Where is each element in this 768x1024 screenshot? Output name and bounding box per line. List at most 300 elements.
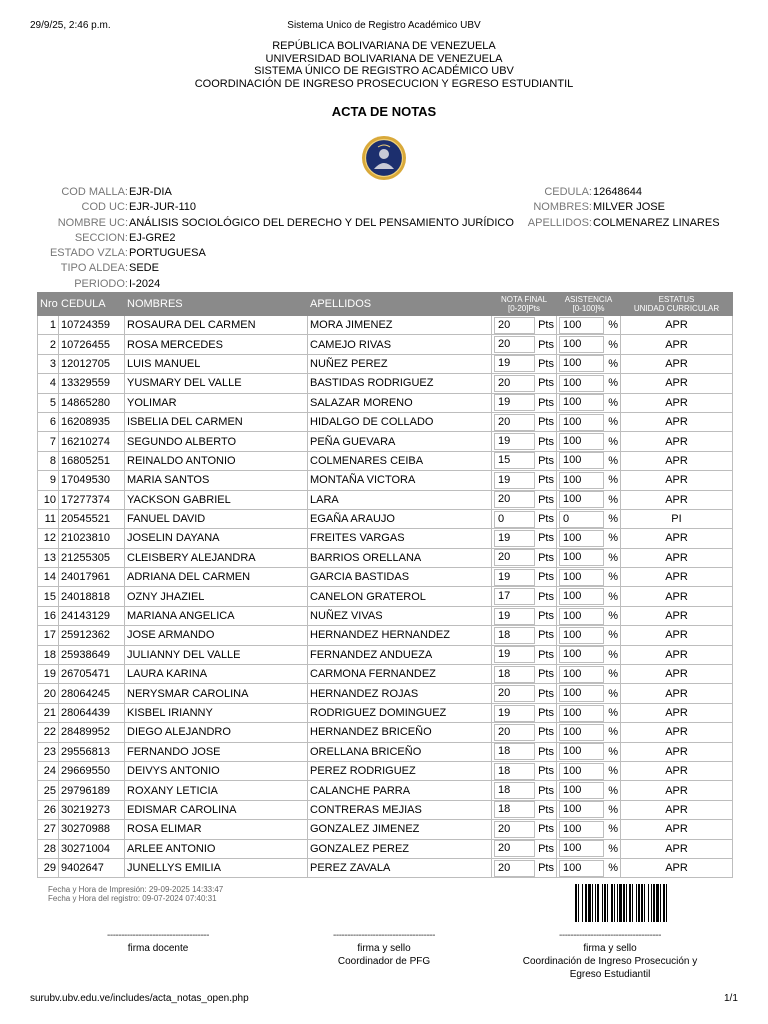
col-header-estatus-line1: ESTATUS [658, 295, 695, 304]
pts-unit: Pts [538, 571, 554, 584]
cell-nota [492, 412, 557, 431]
cell-cedula: 26705471 [59, 665, 125, 684]
cell-asistencia [557, 626, 621, 645]
cell-nombres: SEGUNDO ALBERTO [125, 432, 308, 451]
cell-nombres: ROSA MERCEDES [125, 335, 308, 354]
asistencia-field: 100 [559, 452, 604, 469]
pts-unit: Pts [538, 338, 554, 351]
asistencia-field: 100 [559, 627, 604, 644]
cell-apellidos: PEÑA GUEVARA [308, 432, 492, 451]
cell-apellidos: CONTRERAS MEJIAS [308, 800, 492, 819]
cell-nro: 12 [38, 529, 59, 548]
asistencia-field: 100 [559, 433, 604, 450]
cell-asistencia [557, 316, 621, 335]
col-header-estatus-line2: UNIDAD CURRICULAR [633, 304, 720, 313]
cell-nombres: ROXANY LETICIA [125, 781, 308, 800]
course-info-value: PORTUGUESA [129, 247, 206, 260]
table-row [38, 587, 733, 606]
teacher-info-row [500, 200, 720, 215]
asistencia-field: 100 [559, 724, 604, 741]
cell-estatus: APR [621, 335, 733, 354]
nota-field: 19 [494, 394, 535, 411]
pts-unit: Pts [538, 784, 554, 797]
cell-apellidos: GONZALEZ PEREZ [308, 839, 492, 858]
nota-field: 20 [494, 491, 535, 508]
asistencia-field: 100 [559, 801, 604, 818]
cell-asistencia [557, 354, 621, 373]
signature-label: firma y sello [357, 943, 411, 954]
institution-line: UNIVERSIDAD BOLIVARIANA DE VENEZUELA [265, 52, 503, 65]
asistencia-field: 100 [559, 666, 604, 683]
table-row [38, 820, 733, 839]
pts-unit: Pts [538, 532, 554, 545]
cell-nota [492, 529, 557, 548]
cell-nota [492, 471, 557, 490]
signature-label: firma y sello [583, 943, 637, 954]
asistencia-field: 100 [559, 685, 604, 702]
cell-cedula: 10724359 [59, 316, 125, 335]
browser-page-title: Sistema Unico de Registro Académico UBV [287, 20, 481, 31]
cell-nota [492, 839, 557, 858]
pct-unit: % [608, 687, 618, 700]
cell-cedula: 17277374 [59, 490, 125, 509]
nota-field: 20 [494, 414, 535, 431]
cell-nombres: JOSELIN DAYANA [125, 529, 308, 548]
cell-asistencia [557, 684, 621, 703]
cell-nota [492, 684, 557, 703]
cell-nombres: CLEISBERY ALEJANDRA [125, 548, 308, 567]
pts-unit: Pts [538, 707, 554, 719]
cell-cedula: 28489952 [59, 723, 125, 742]
cell-apellidos: GONZALEZ JIMENEZ [308, 820, 492, 839]
course-info-label: SECCION: [74, 231, 128, 244]
table-row [38, 606, 733, 625]
cell-nota [492, 393, 557, 412]
cell-nombres: DIEGO ALEJANDRO [125, 723, 308, 742]
institution-line: REPÚBLICA BOLIVARIANA DE VENEZUELA [272, 40, 496, 52]
cell-nro: 8 [38, 451, 59, 470]
pct-unit: % [608, 745, 618, 758]
cell-nro: 20 [38, 684, 59, 703]
col-header-nombres: NOMBRES [125, 293, 308, 316]
institution-line: COORDINACIÓN DE INGRESO PROSECUCION Y EGRESO ESTUDIANTIL [194, 77, 574, 90]
nota-field: 19 [494, 608, 535, 625]
cell-asistencia [557, 412, 621, 431]
cell-cedula: 21023810 [59, 529, 125, 548]
cell-estatus: APR [621, 568, 733, 587]
col-header-nota [492, 293, 557, 316]
cell-nro: 25 [38, 781, 59, 800]
cell-estatus: APR [621, 490, 733, 509]
cell-estatus: APR [621, 316, 733, 335]
cell-nro: 29 [38, 858, 59, 877]
pts-unit: Pts [538, 842, 554, 855]
pct-unit: % [608, 474, 618, 487]
cell-asistencia [557, 858, 621, 877]
cell-nombres: EDISMAR CAROLINA [125, 800, 308, 819]
cell-estatus: APR [621, 800, 733, 819]
cell-apellidos: ORELLANA BRICEÑO [308, 742, 492, 761]
cell-nombres: MARIANA ANGELICA [125, 606, 308, 625]
pct-unit: % [608, 493, 618, 506]
cell-nombres: ARLEE ANTONIO [125, 839, 308, 858]
cell-estatus: APR [621, 839, 733, 858]
pts-unit: Pts [538, 493, 554, 506]
asistencia-field: 100 [559, 608, 604, 625]
cell-nombres: YUSMARY DEL VALLE [125, 374, 308, 393]
pts-unit: Pts [538, 726, 554, 739]
pct-unit: % [608, 629, 618, 642]
cell-nota [492, 568, 557, 587]
cell-nombres: NERYSMAR CAROLINA [125, 684, 308, 703]
cell-estatus: APR [621, 723, 733, 742]
cell-estatus: APR [621, 606, 733, 625]
cell-cedula: 17049530 [59, 471, 125, 490]
pts-unit: Pts [538, 745, 554, 758]
pct-unit: % [608, 610, 618, 623]
asistencia-field: 100 [559, 821, 604, 838]
cell-cedula: 12012705 [59, 354, 125, 373]
cell-nombres: REINALDO ANTONIO [125, 451, 308, 470]
cell-apellidos: PEREZ ZAVALA [308, 858, 492, 877]
cell-nombres: ROSAURA DEL CARMEN [125, 316, 308, 335]
cell-asistencia [557, 665, 621, 684]
cell-cedula: 24018818 [59, 587, 125, 606]
signature-line: ------------------------------------ [107, 930, 209, 941]
cell-asistencia [557, 703, 621, 722]
pts-unit: Pts [538, 590, 554, 603]
cell-apellidos: PEREZ RODRIGUEZ [308, 761, 492, 780]
cell-asistencia [557, 471, 621, 490]
asistencia-field: 100 [559, 840, 604, 857]
cell-nro: 14 [38, 568, 59, 587]
cell-nota [492, 548, 557, 567]
cell-nro: 3 [38, 354, 59, 373]
cell-estatus: APR [621, 548, 733, 567]
cell-cedula: 28064245 [59, 684, 125, 703]
asistencia-field: 100 [559, 530, 604, 547]
nota-field: 20 [494, 840, 535, 857]
nota-field: 18 [494, 666, 535, 683]
cell-nombres: DEIVYS ANTONIO [125, 761, 308, 780]
signature-line: ------------------------------------ [333, 930, 435, 941]
table-row [38, 451, 733, 470]
cell-nro: 22 [38, 723, 59, 742]
cell-nro: 15 [38, 587, 59, 606]
pct-unit: % [608, 571, 618, 584]
cell-nro: 19 [38, 665, 59, 684]
cell-nota [492, 742, 557, 761]
cell-nota [492, 432, 557, 451]
cell-nombres: JULIANNY DEL VALLE [125, 645, 308, 664]
cell-nro: 13 [38, 548, 59, 567]
asistencia-field: 100 [559, 646, 604, 663]
cell-asistencia [557, 451, 621, 470]
asistencia-field: 100 [559, 705, 604, 722]
cell-asistencia [557, 432, 621, 451]
course-info-label: TIPO ALDEA: [60, 262, 128, 275]
signature-label: firma docente [127, 943, 189, 954]
pct-unit: % [608, 726, 618, 739]
cell-nota [492, 645, 557, 664]
pts-unit: Pts [538, 435, 554, 448]
table-row [38, 490, 733, 509]
cell-estatus: APR [621, 645, 733, 664]
asistencia-field: 100 [559, 336, 604, 353]
col-header-asistencia [557, 293, 621, 316]
cell-nombres: FERNANDO JOSE [125, 742, 308, 761]
pct-unit: % [608, 396, 618, 409]
pts-unit: Pts [538, 513, 554, 526]
signature-teacher [90, 929, 226, 955]
cell-apellidos: COLMENARES CEIBA [308, 451, 492, 470]
nota-field: 20 [494, 317, 535, 334]
cell-apellidos: HIDALGO DE COLLADO [308, 412, 492, 431]
cell-apellidos: CANELON GRATEROL [308, 587, 492, 606]
cell-asistencia [557, 800, 621, 819]
cell-nombres: ISBELIA DEL CARMEN [125, 412, 308, 431]
cell-apellidos: RODRIGUEZ DOMINGUEZ [308, 703, 492, 722]
nota-field: 20 [494, 375, 535, 392]
cell-apellidos: HERNANDEZ BRICEÑO [308, 723, 492, 742]
cell-nota [492, 761, 557, 780]
table-row [38, 761, 733, 780]
cell-apellidos: CARMONA FERNANDEZ [308, 665, 492, 684]
cell-asistencia [557, 839, 621, 858]
cell-cedula: 25938649 [59, 645, 125, 664]
nota-field: 20 [494, 549, 535, 566]
course-info-label: NOMBRE UC: [57, 216, 128, 229]
signature-coordinator-pfg [314, 929, 454, 968]
col-header-asist-line1: ASISTENCIA [564, 295, 613, 304]
table-row [38, 781, 733, 800]
table-row [38, 316, 733, 335]
teacher-info-value: COLMENAREZ LINARES [593, 216, 720, 229]
cell-nombres: JUNELLYS EMILIA [125, 858, 308, 877]
cell-nro: 6 [38, 412, 59, 431]
cell-asistencia [557, 509, 621, 528]
cell-nro: 17 [38, 626, 59, 645]
cell-estatus: APR [621, 412, 733, 431]
cell-asistencia [557, 374, 621, 393]
cell-nro: 21 [38, 703, 59, 722]
cell-nombres: MARIA SANTOS [125, 471, 308, 490]
nota-field: 19 [494, 355, 535, 372]
teacher-info-label: APELLIDOS: [527, 216, 592, 229]
table-row [38, 509, 733, 528]
pts-unit: Pts [538, 687, 554, 700]
table-row [38, 800, 733, 819]
cell-nombres: JOSE ARMANDO [125, 626, 308, 645]
col-header-estatus [621, 293, 733, 316]
cell-asistencia [557, 742, 621, 761]
nota-field: 19 [494, 530, 535, 547]
col-header-apellidos: APELLIDOS [308, 293, 492, 316]
cell-nota [492, 606, 557, 625]
nota-field: 20 [494, 860, 535, 877]
print-datetime: 29/9/25, 2:46 p.m. [30, 20, 111, 31]
teacher-info-label: CEDULA: [544, 186, 592, 198]
cell-apellidos: FERNANDEZ ANDUEZA [308, 645, 492, 664]
cell-cedula: 29796189 [59, 781, 125, 800]
course-info-value: EJR-DIA [129, 186, 172, 198]
pct-unit: % [608, 377, 618, 390]
pct-unit: % [608, 842, 618, 855]
asistencia-field: 100 [559, 472, 604, 489]
cell-nro: 11 [38, 509, 59, 528]
cell-apellidos: SALAZAR MORENO [308, 393, 492, 412]
course-info-label: ESTADO VZLA: [49, 247, 128, 260]
cell-estatus: APR [621, 393, 733, 412]
course-info-label: COD MALLA: [61, 186, 128, 198]
cell-nota [492, 587, 557, 606]
signature-coordination [505, 929, 715, 981]
cell-nombres: ADRIANA DEL CARMEN [125, 568, 308, 587]
nota-field: 19 [494, 433, 535, 450]
cell-estatus: APR [621, 374, 733, 393]
cell-nota [492, 781, 557, 800]
teacher-info-row [500, 216, 720, 231]
asistencia-field: 100 [559, 375, 604, 392]
pct-unit: % [608, 435, 618, 448]
course-info-value: I-2024 [129, 277, 161, 290]
cell-apellidos: LARA [308, 490, 492, 509]
cell-cedula: 25912362 [59, 626, 125, 645]
course-info-row [30, 231, 514, 246]
cell-nro: 28 [38, 839, 59, 858]
cell-cedula: 21255305 [59, 548, 125, 567]
course-info-row [30, 200, 514, 215]
cell-apellidos: CALANCHE PARRA [308, 781, 492, 800]
pts-unit: Pts [538, 610, 554, 623]
cell-asistencia [557, 490, 621, 509]
cell-nota [492, 703, 557, 722]
signature-line: ------------------------------------ [559, 930, 661, 941]
nota-field: 18 [494, 782, 535, 799]
cell-nro: 16 [38, 606, 59, 625]
cell-nota [492, 509, 557, 528]
cell-cedula: 9402647 [59, 858, 125, 877]
cell-asistencia [557, 820, 621, 839]
signature-label: Coordinación de Ingreso Prosecución y [522, 956, 698, 967]
cell-cedula: 29669550 [59, 761, 125, 780]
pct-unit: % [608, 590, 618, 603]
cell-apellidos: BARRIOS ORELLANA [308, 548, 492, 567]
cell-nota [492, 451, 557, 470]
pts-unit: Pts [538, 319, 554, 332]
cell-cedula: 24017961 [59, 568, 125, 587]
cell-cedula: 13329559 [59, 374, 125, 393]
cell-nombres: YACKSON GABRIEL [125, 490, 308, 509]
cell-nota [492, 335, 557, 354]
table-row [38, 723, 733, 742]
asistencia-field: 100 [559, 549, 604, 566]
cell-apellidos: HERNANDEZ HERNANDEZ [308, 626, 492, 645]
cell-estatus: APR [621, 684, 733, 703]
cell-cedula: 29556813 [59, 742, 125, 761]
pct-unit: % [608, 416, 618, 429]
cell-cedula: 16210274 [59, 432, 125, 451]
cell-nro: 26 [38, 800, 59, 819]
pct-unit: % [608, 784, 618, 797]
cell-nombres: OZNY JHAZIEL [125, 587, 308, 606]
pts-unit: Pts [538, 648, 554, 661]
cell-apellidos: FREITES VARGAS [308, 529, 492, 548]
nota-field: 18 [494, 627, 535, 644]
cell-estatus: APR [621, 703, 733, 722]
course-info-value: ANÁLISIS SOCIOLÓGICO DEL DERECHO Y DEL PENSAMIENTO JURÍDICO [129, 216, 514, 229]
cell-cedula: 30270988 [59, 820, 125, 839]
nota-field: 20 [494, 685, 535, 702]
cell-nro: 7 [38, 432, 59, 451]
nota-field: 20 [494, 724, 535, 741]
pct-unit: % [608, 454, 618, 467]
table-row [38, 374, 733, 393]
grades-table [37, 292, 733, 878]
nota-field: 18 [494, 763, 535, 780]
cell-nota [492, 626, 557, 645]
asistencia-field: 100 [559, 414, 604, 431]
cell-nombres: YOLIMAR [125, 393, 308, 412]
cell-apellidos: BASTIDAS RODRIGUEZ [308, 374, 492, 393]
course-info-row [30, 277, 514, 292]
table-row [38, 684, 733, 703]
pts-unit: Pts [538, 765, 554, 778]
cell-cedula: 10726455 [59, 335, 125, 354]
print-datetime-footer: Fecha y Hora de Impresión: 29-09-2025 14:33:47 [48, 885, 224, 894]
asistencia-field: 100 [559, 569, 604, 586]
cell-nota [492, 665, 557, 684]
footer-dates [48, 885, 223, 903]
cell-asistencia [557, 335, 621, 354]
teacher-info-row [500, 185, 720, 200]
course-info [30, 185, 514, 292]
course-info-row [30, 261, 514, 276]
cell-estatus: APR [621, 858, 733, 877]
pts-unit: Pts [538, 803, 554, 816]
table-row [38, 626, 733, 645]
cell-asistencia [557, 781, 621, 800]
pct-unit: % [608, 765, 618, 778]
cell-nombres: FANUEL DAVID [125, 509, 308, 528]
cell-apellidos: NUÑEZ PEREZ [308, 354, 492, 373]
cell-asistencia [557, 568, 621, 587]
pts-unit: Pts [538, 668, 554, 681]
cell-nro: 5 [38, 393, 59, 412]
cell-estatus: APR [621, 761, 733, 780]
course-info-row [30, 185, 514, 200]
cell-cedula: 16805251 [59, 451, 125, 470]
asistencia-field: 100 [559, 860, 604, 877]
pct-unit: % [608, 648, 618, 661]
cell-nota [492, 820, 557, 839]
table-row [38, 645, 733, 664]
asistencia-field: 100 [559, 355, 604, 372]
cell-nro: 2 [38, 335, 59, 354]
cell-apellidos: HERNANDEZ ROJAS [308, 684, 492, 703]
cell-estatus: APR [621, 451, 733, 470]
course-info-row [30, 246, 514, 261]
nota-field: 15 [494, 452, 535, 469]
cell-asistencia [557, 723, 621, 742]
cell-asistencia [557, 761, 621, 780]
cell-apellidos: GARCIA BASTIDAS [308, 568, 492, 587]
table-row [38, 548, 733, 567]
table-row [38, 568, 733, 587]
page-url: surubv.ubv.edu.ve/includes/acta_notas_open.php [30, 993, 249, 1004]
asistencia-field: 100 [559, 588, 604, 605]
cell-estatus: APR [621, 781, 733, 800]
